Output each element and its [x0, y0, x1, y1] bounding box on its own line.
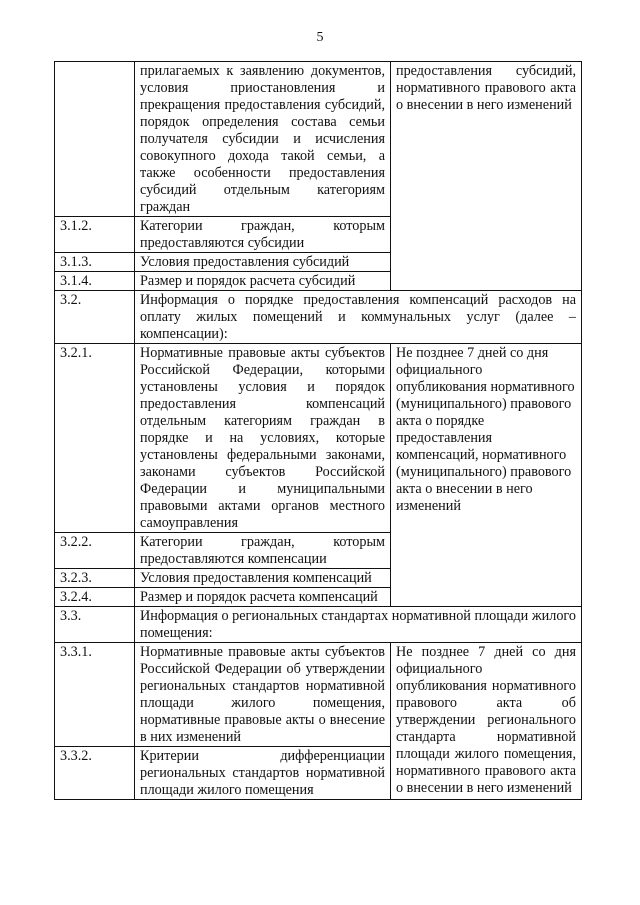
row-content: Категории граждан, которым предоставляются компенсации [135, 533, 391, 569]
row-content: Категории граждан, которым предоставляются субсидии [135, 217, 391, 253]
row-number: 3.2.2. [55, 533, 135, 569]
deadline-cell: Не позднее 7 дней со дня официального опубликования нормативного правового акта об утверждении регионального стандарта нормативной площади жилого помещения, нормативного правового акта о внесении в него изменений [391, 643, 582, 800]
table-row [55, 62, 582, 217]
row-content: Условия предоставления субсидий [135, 253, 391, 272]
row-number [55, 62, 135, 217]
row-number: 3.3.2. [55, 747, 135, 800]
row-content: Нормативные правовые акты субъектов Российской Федерации об утверждении региональных стандартов нормативной площади жилого помещения, нормативные правовые акты о внесение в них изменений [135, 643, 391, 747]
section-heading: Информация о региональных стандартах нормативной площади жилого помещения: [135, 607, 582, 643]
document-table [54, 61, 582, 800]
row-content: прилагаемых к заявлению документов, условия приостановления и прекращения предоставления субсидий, порядок определения состава семьи получателя субсидии и исчисления совокупного дохода такой семьи, а также особенности предоставления субсидий отдельным категориям граждан [135, 62, 391, 217]
row-number: 3.2.4. [55, 588, 135, 607]
row-number: 3.3.1. [55, 643, 135, 747]
table-row [55, 291, 582, 344]
table-row [55, 643, 582, 747]
table-row [55, 344, 582, 533]
row-content: Условия предоставления компенсаций [135, 569, 391, 588]
row-number: 3.2.1. [55, 344, 135, 533]
deadline-cell: предоставления субсидий, нормативного правового акта о внесении в него изменений [391, 62, 582, 291]
row-number: 3.1.4. [55, 272, 135, 291]
row-content: Критерии дифференциации региональных стандартов нормативной площади жилого помещения [135, 747, 391, 800]
section-heading: Информация о порядке предоставления компенсаций расходов на оплату жилых помещений и коммунальных услуг (далее – компенсации): [135, 291, 582, 344]
row-number: 3.3. [55, 607, 135, 643]
row-content: Нормативные правовые акты субъектов Российской Федерации, которыми установлены условия и порядок предоставления компенсаций отдельным категориям граждан в порядке и на условиях, которые установлены федеральными законами, законами субъектов Российской Федерации и муниципальными правовыми актами органов местного самоуправления [135, 344, 391, 533]
deadline-cell: Не позднее 7 дней со дня официального опубликования нормативного (муниципального) правового акта о порядке предоставления компенсаций, нормативного (муниципального) правового акта о внесении в него изменений [391, 344, 582, 607]
row-content: Размер и порядок расчета субсидий [135, 272, 391, 291]
row-number: 3.2. [55, 291, 135, 344]
row-number: 3.1.3. [55, 253, 135, 272]
row-content: Размер и порядок расчета компенсаций [135, 588, 391, 607]
page-number: 5 [316, 30, 324, 45]
row-number: 3.2.3. [55, 569, 135, 588]
row-number: 3.1.2. [55, 217, 135, 253]
table-row [55, 607, 582, 643]
